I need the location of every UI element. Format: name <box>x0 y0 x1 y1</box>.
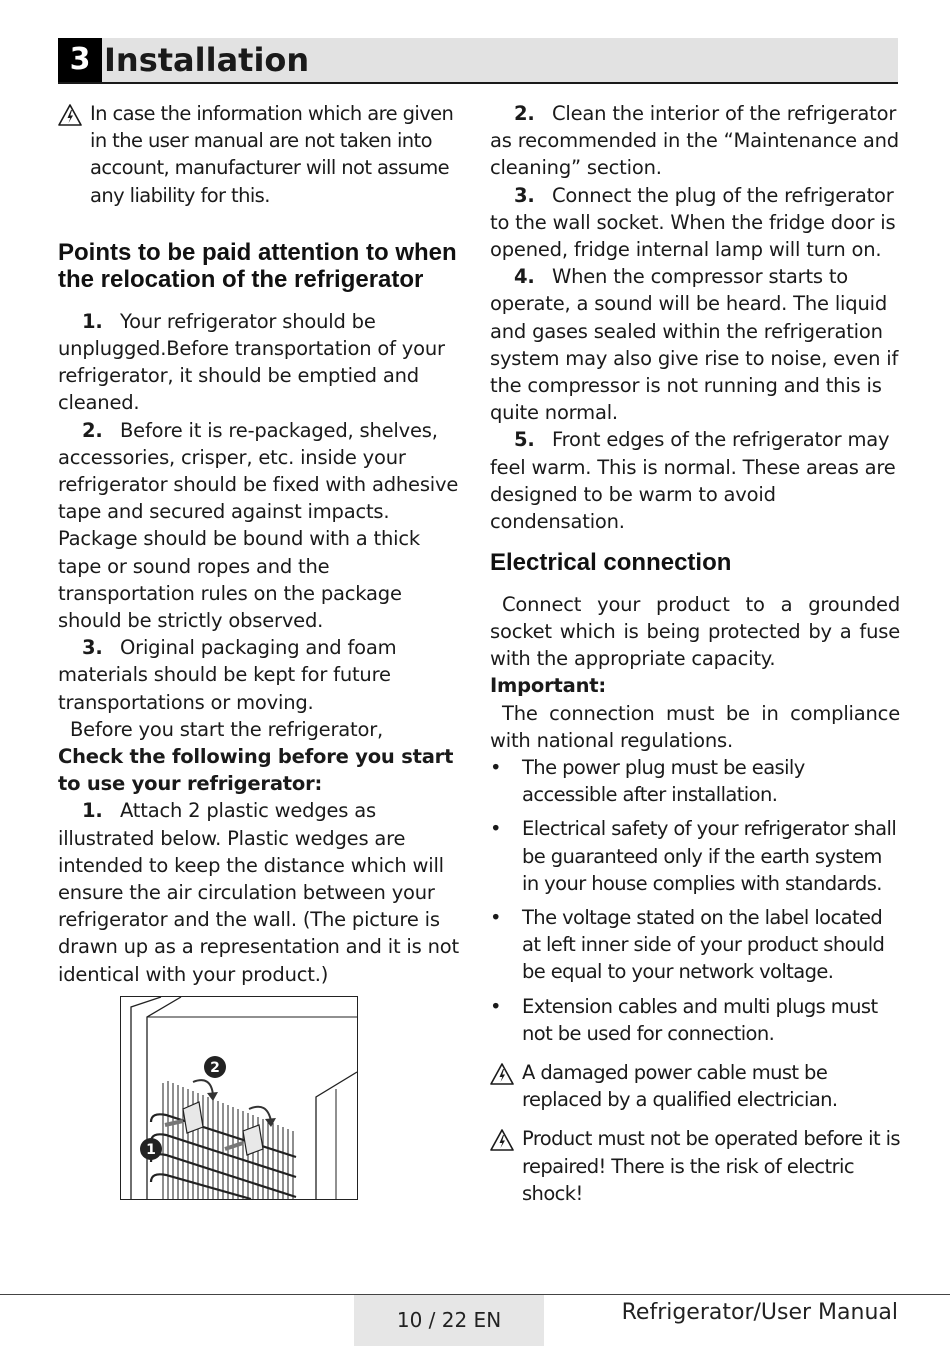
warning-text: A damaged power cable must be replaced by a qualified electrician. <box>522 1061 838 1112</box>
wedge-illustration-drawing <box>121 997 357 1199</box>
check-heading: Check the following before you start to use your refrigerator: <box>58 745 454 796</box>
check-step-5 <box>490 426 900 535</box>
electrical-bullet-list <box>490 754 900 1047</box>
warning-power-cable <box>490 1059 900 1113</box>
illustration-label-2: 2 <box>210 1059 220 1076</box>
left-column <box>58 100 468 1200</box>
relocation-step-3 <box>58 634 468 716</box>
important-label: Important: <box>490 674 607 698</box>
list-item <box>490 904 900 986</box>
section-number: 3 <box>58 38 102 82</box>
relocation-step-1 <box>58 308 468 417</box>
bullet-icon: • <box>490 817 501 841</box>
list-item <box>490 993 900 1047</box>
bullet-icon: • <box>490 994 501 1018</box>
step-text: Clean the interior of the refrigerator as recommended in the “Maintenance and cleaning” section. <box>490 102 899 180</box>
step-text: Original packaging and foam materials should be kept for future transportations or moving. <box>58 636 397 714</box>
section-title: Installation <box>104 41 310 79</box>
bullet-icon: • <box>490 905 501 929</box>
step-number: 1. <box>82 799 103 823</box>
step-text: Front edges of the refrigerator may feel warm. This is normal. These areas are designed to be warm to avoid condensation. <box>490 428 896 534</box>
important-text: The connection must be in compliance with national regulations. <box>490 701 900 752</box>
before-start-text: Before you start the refrigerator, <box>70 717 384 741</box>
page-number: 10 / 22 EN <box>354 1295 544 1346</box>
warning-liability <box>58 100 468 209</box>
step-number: 2. <box>514 102 535 125</box>
step-number: 1. <box>82 309 103 333</box>
check-step-3 <box>490 182 900 264</box>
step-number: 3. <box>82 636 103 660</box>
bullet-text: Extension cables and multi plugs must not be used for connection. <box>522 994 878 1045</box>
step-number: 2. <box>82 418 103 442</box>
step-number: 3. <box>514 183 535 207</box>
list-item <box>490 815 900 897</box>
warning-icon <box>490 1063 514 1085</box>
check-step-4 <box>490 263 900 426</box>
section-header <box>58 38 898 84</box>
warning-icon <box>58 104 82 126</box>
illustration-label-1: 1 <box>146 1141 156 1158</box>
warning-icon <box>490 1129 514 1151</box>
bullet-icon: • <box>490 755 501 779</box>
footer-manual-title: Refrigerator/User Manual <box>621 1300 898 1325</box>
step-text: Your refrigerator should be unplugged.Before transportation of your refrigerator, it should be emptied and cleaned. <box>58 309 445 415</box>
check-step-2 <box>490 100 900 182</box>
bullet-text: Electrical safety of your refrigerator shall be guaranteed only if the earth system in your house complies with standards. <box>522 817 897 895</box>
relocation-step-2 <box>58 417 468 635</box>
wedge-illustration <box>120 996 358 1200</box>
bullet-text: The voltage stated on the label located at left inner side of your product should be equal to your network voltage. <box>522 905 885 984</box>
relocation-heading: Points to be paid attention to when the relocation of the refrigerator <box>58 238 457 294</box>
warning-text: Product must not be operated before it is repaired! There is the risk of electric shock! <box>522 1127 900 1205</box>
bullet-text: The power plug must be easily accessible after installation. <box>522 755 805 807</box>
step-text: Connect the plug of the refrigerator to the wall socket. When the fridge door is opened, fridge internal lamp will turn on. <box>490 183 896 262</box>
warning-text: In case the information which are given in the user manual are not taken into account, manufacturer will not assume any liability for this. <box>90 102 454 207</box>
step-text: When the compressor starts to operate, a sound will be heard. The liquid and gases sealed within the refrigeration system may also give rise to noise, even if the compressor is not running and this is quite normal. <box>490 265 899 425</box>
list-item <box>490 754 900 808</box>
check-step-1 <box>58 797 468 987</box>
step-text: Before it is re-packaged, shelves, accessories, crisper, etc. inside your refrigerator should be fixed with adhesive tape and secured against impacts. Package should be bound with a thick tape or sound ropes and the transportation rules on the package should be strictly observed. <box>58 418 459 633</box>
warning-electric-shock <box>490 1125 900 1207</box>
electrical-intro: Connect your product to a grounded socket which is being protected by a fuse with the appropriate capacity. <box>490 592 900 671</box>
step-number: 5. <box>514 428 535 452</box>
right-column <box>490 100 900 1207</box>
step-text: Attach 2 plastic wedges as illustrated below. Plastic wedges are intended to keep the distance which will ensure the air circulation between your refrigerator and the wall. (The picture is drawn up as a representation and it is not identical with your product.) <box>58 799 459 986</box>
electrical-heading: Electrical connection <box>490 549 732 577</box>
step-number: 4. <box>514 265 535 289</box>
